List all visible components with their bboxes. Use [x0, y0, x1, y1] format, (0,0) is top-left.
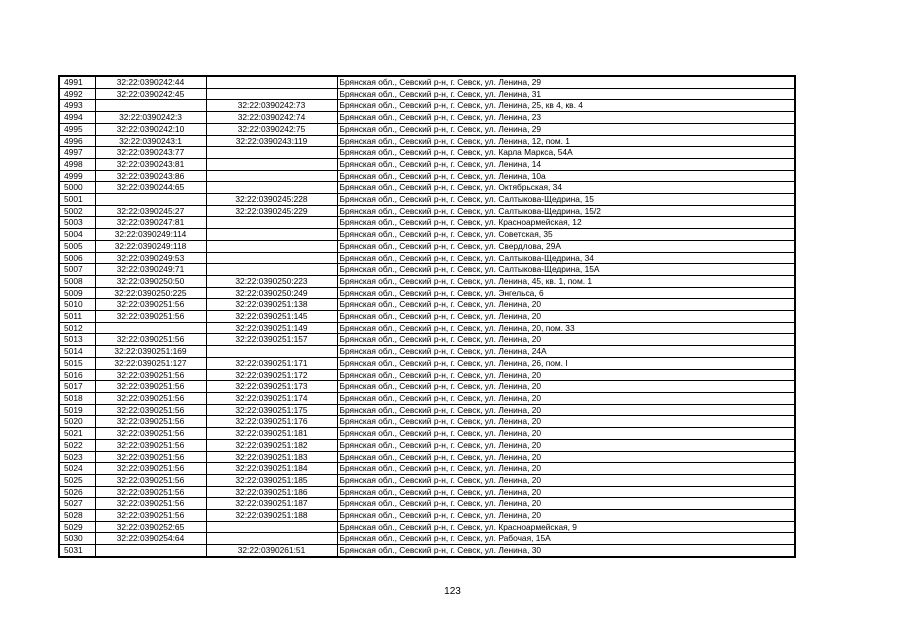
row-number-cell: 4996 — [59, 135, 95, 147]
address-cell: Брянская обл., Севский р-н, г. Севск, ул. Ленина, 20, пом. 33 — [337, 322, 795, 334]
building-cadastral-number-cell: 32:22:0390251:175 — [206, 404, 337, 416]
table-row — [59, 182, 795, 194]
land-cadastral-number-cell: 32:22:0390251:56 — [95, 498, 206, 510]
address-cell: Брянская обл., Севский р-н, г. Севск, ул. Энгельса, 6 — [337, 287, 795, 299]
row-number-cell: 5003 — [59, 217, 95, 229]
row-number-cell: 5029 — [59, 521, 95, 533]
row-number-cell: 5031 — [59, 545, 95, 557]
table-row — [59, 521, 795, 533]
land-cadastral-number-cell: 32:22:0390251:56 — [95, 439, 206, 451]
land-cadastral-number-cell — [95, 322, 206, 334]
address-cell: Брянская обл., Севский р-н, г. Севск, ул. Рабочая, 15А — [337, 533, 795, 545]
row-number-cell: 4994 — [59, 112, 95, 124]
land-cadastral-number-cell: 32:22:0390251:56 — [95, 416, 206, 428]
table-row — [59, 322, 795, 334]
building-cadastral-number-cell: 32:22:0390251:138 — [206, 299, 337, 311]
address-cell: Брянская обл., Севский р-н, г. Севск, ул. Ленина, 20 — [337, 510, 795, 522]
building-cadastral-number-cell: 32:22:0390251:188 — [206, 510, 337, 522]
land-cadastral-number-cell: 32:22:0390249:114 — [95, 229, 206, 241]
building-cadastral-number-cell — [206, 264, 337, 276]
land-cadastral-number-cell: 32:22:0390251:56 — [95, 428, 206, 440]
land-cadastral-number-cell: 32:22:0390251:56 — [95, 474, 206, 486]
building-cadastral-number-cell: 32:22:0390242:73 — [206, 100, 337, 112]
building-cadastral-number-cell — [206, 240, 337, 252]
row-number-cell: 5005 — [59, 240, 95, 252]
building-cadastral-number-cell: 32:22:0390251:157 — [206, 334, 337, 346]
table-row — [59, 428, 795, 440]
row-number-cell: 5001 — [59, 194, 95, 206]
row-number-cell: 5021 — [59, 428, 95, 440]
land-cadastral-number-cell: 32:22:0390251:56 — [95, 311, 206, 323]
table-row — [59, 170, 795, 182]
address-cell: Брянская обл., Севский р-н, г. Севск, ул. Красноармейская, 12 — [337, 217, 795, 229]
row-number-cell: 5013 — [59, 334, 95, 346]
building-cadastral-number-cell — [206, 217, 337, 229]
land-cadastral-number-cell — [95, 545, 206, 557]
address-cell: Брянская обл., Севский р-н, г. Севск, ул. Ленина, 20 — [337, 451, 795, 463]
table-row — [59, 498, 795, 510]
building-cadastral-number-cell — [206, 229, 337, 241]
address-cell: Брянская обл., Севский р-н, г. Севск, ул. Ленина, 25, кв 4, кв. 4 — [337, 100, 795, 112]
address-cell: Брянская обл., Севский р-н, г. Севск, ул. Ленина, 24А — [337, 346, 795, 358]
address-cell: Брянская обл., Севский р-н, г. Севск, ул. Ленина, 30 — [337, 545, 795, 557]
land-cadastral-number-cell: 32:22:0390254:64 — [95, 533, 206, 545]
building-cadastral-number-cell — [206, 521, 337, 533]
table-row — [59, 463, 795, 475]
land-cadastral-number-cell: 32:22:0390251:56 — [95, 404, 206, 416]
table-row — [59, 135, 795, 147]
building-cadastral-number-cell: 32:22:0390245:229 — [206, 205, 337, 217]
table-row — [59, 76, 795, 88]
row-number-cell: 5020 — [59, 416, 95, 428]
building-cadastral-number-cell: 32:22:0390251:182 — [206, 439, 337, 451]
address-cell: Брянская обл., Севский р-н, г. Севск, ул. Красноармейская, 9 — [337, 521, 795, 533]
row-number-cell: 5019 — [59, 404, 95, 416]
building-cadastral-number-cell: 32:22:0390251:149 — [206, 322, 337, 334]
row-number-cell: 5011 — [59, 311, 95, 323]
address-cell: Брянская обл., Севский р-н, г. Севск, ул. Ленина, 20 — [337, 381, 795, 393]
building-cadastral-number-cell: 32:22:0390251:185 — [206, 474, 337, 486]
row-number-cell: 4995 — [59, 123, 95, 135]
building-cadastral-number-cell: 32:22:0390251:145 — [206, 311, 337, 323]
land-cadastral-number-cell: 32:22:0390250:50 — [95, 275, 206, 287]
building-cadastral-number-cell: 32:22:0390251:173 — [206, 381, 337, 393]
building-cadastral-number-cell — [206, 147, 337, 159]
address-cell: Брянская обл., Севский р-н, г. Севск, ул. Свердлова, 29А — [337, 240, 795, 252]
address-cell: Брянская обл., Севский р-н, г. Севск, ул. Ленина, 45, кв. 1, пом. 1 — [337, 275, 795, 287]
address-cell: Брянская обл., Севский р-н, г. Севск, ул. Ленина, 20 — [337, 369, 795, 381]
address-cell: Брянская обл., Севский р-н, г. Севск, ул. Ленина, 20 — [337, 439, 795, 451]
row-number-cell: 5024 — [59, 463, 95, 475]
table-row — [59, 533, 795, 545]
table-row — [59, 474, 795, 486]
table-row — [59, 545, 795, 557]
building-cadastral-number-cell: 32:22:0390251:174 — [206, 392, 337, 404]
building-cadastral-number-cell: 32:22:0390251:171 — [206, 357, 337, 369]
row-number-cell: 5015 — [59, 357, 95, 369]
row-number-cell: 5007 — [59, 264, 95, 276]
building-cadastral-number-cell: 32:22:0390245:228 — [206, 194, 337, 206]
building-cadastral-number-cell: 32:22:0390251:186 — [206, 486, 337, 498]
table-row — [59, 123, 795, 135]
address-cell: Брянская обл., Севский р-н, г. Севск, ул. Ленина, 20 — [337, 311, 795, 323]
land-cadastral-number-cell: 32:22:0390251:127 — [95, 357, 206, 369]
land-cadastral-number-cell: 32:22:0390243:86 — [95, 170, 206, 182]
building-cadastral-number-cell: 32:22:0390250:249 — [206, 287, 337, 299]
table-row — [59, 404, 795, 416]
building-cadastral-number-cell: 32:22:0390251:183 — [206, 451, 337, 463]
building-cadastral-number-cell: 32:22:0390251:176 — [206, 416, 337, 428]
table-row — [59, 357, 795, 369]
land-cadastral-number-cell: 32:22:0390251:56 — [95, 381, 206, 393]
address-cell: Брянская обл., Севский р-н, г. Севск, ул. Салтыкова-Щедрина, 15 — [337, 194, 795, 206]
row-number-cell: 5023 — [59, 451, 95, 463]
land-cadastral-number-cell: 32:22:0390251:56 — [95, 369, 206, 381]
address-cell: Брянская обл., Севский р-н, г. Севск, ул. Ленина, 10а — [337, 170, 795, 182]
registry-table-body — [59, 76, 795, 557]
address-cell: Брянская обл., Севский р-н, г. Севск, ул. Ленина, 20 — [337, 299, 795, 311]
address-cell: Брянская обл., Севский р-н, г. Севск, ул. Ленина, 20 — [337, 334, 795, 346]
address-cell: Брянская обл., Севский р-н, г. Севск, ул. Салтыкова-Щедрина, 15А — [337, 264, 795, 276]
building-cadastral-number-cell: 32:22:0390243:119 — [206, 135, 337, 147]
land-cadastral-number-cell: 32:22:0390249:118 — [95, 240, 206, 252]
row-number-cell: 4992 — [59, 88, 95, 100]
building-cadastral-number-cell — [206, 158, 337, 170]
table-row — [59, 252, 795, 264]
row-number-cell: 5008 — [59, 275, 95, 287]
table-row — [59, 264, 795, 276]
row-number-cell: 5027 — [59, 498, 95, 510]
row-number-cell: 5016 — [59, 369, 95, 381]
row-number-cell: 5022 — [59, 439, 95, 451]
building-cadastral-number-cell — [206, 533, 337, 545]
table-row — [59, 158, 795, 170]
row-number-cell: 4999 — [59, 170, 95, 182]
land-cadastral-number-cell: 32:22:0390242:45 — [95, 88, 206, 100]
row-number-cell: 5018 — [59, 392, 95, 404]
address-cell: Брянская обл., Севский р-н, г. Севск, ул. Салтыкова-Щедрина, 15/2 — [337, 205, 795, 217]
table-row — [59, 240, 795, 252]
building-cadastral-number-cell — [206, 170, 337, 182]
row-number-cell: 5010 — [59, 299, 95, 311]
address-cell: Брянская обл., Севский р-н, г. Севск, ул. Ленина, 20 — [337, 474, 795, 486]
table-row — [59, 275, 795, 287]
table-row — [59, 334, 795, 346]
building-cadastral-number-cell: 32:22:0390251:172 — [206, 369, 337, 381]
land-cadastral-number-cell — [95, 194, 206, 206]
table-row — [59, 299, 795, 311]
row-number-cell: 5028 — [59, 510, 95, 522]
table-row — [59, 287, 795, 299]
address-cell: Брянская обл., Севский р-н, г. Севск, ул. Ленина, 12, пом. 1 — [337, 135, 795, 147]
land-cadastral-number-cell: 32:22:0390251:56 — [95, 334, 206, 346]
row-number-cell: 5025 — [59, 474, 95, 486]
address-cell: Брянская обл., Севский р-н, г. Севск, ул. Ленина, 20 — [337, 486, 795, 498]
land-cadastral-number-cell: 32:22:0390251:56 — [95, 486, 206, 498]
page-number: 123 — [444, 586, 461, 597]
land-cadastral-number-cell: 32:22:0390245:27 — [95, 205, 206, 217]
building-cadastral-number-cell: 32:22:0390261:51 — [206, 545, 337, 557]
building-cadastral-number-cell: 32:22:0390251:187 — [206, 498, 337, 510]
table-row — [59, 100, 795, 112]
building-cadastral-number-cell — [206, 346, 337, 358]
table-row — [59, 346, 795, 358]
land-cadastral-number-cell: 32:22:0390242:44 — [95, 76, 206, 88]
land-cadastral-number-cell: 32:22:0390242:10 — [95, 123, 206, 135]
land-cadastral-number-cell: 32:22:0390251:56 — [95, 299, 206, 311]
row-number-cell: 4991 — [59, 76, 95, 88]
building-cadastral-number-cell: 32:22:0390251:184 — [206, 463, 337, 475]
land-cadastral-number-cell: 32:22:0390247:81 — [95, 217, 206, 229]
land-cadastral-number-cell: 32:22:0390244:65 — [95, 182, 206, 194]
building-cadastral-number-cell — [206, 182, 337, 194]
row-number-cell: 5006 — [59, 252, 95, 264]
land-cadastral-number-cell: 32:22:0390249:53 — [95, 252, 206, 264]
row-number-cell: 5012 — [59, 322, 95, 334]
table-row — [59, 311, 795, 323]
table-row — [59, 486, 795, 498]
address-cell: Брянская обл., Севский р-н, г. Севск, ул. Советская, 35 — [337, 229, 795, 241]
building-cadastral-number-cell — [206, 88, 337, 100]
land-cadastral-number-cell: 32:22:0390250:225 — [95, 287, 206, 299]
address-cell: Брянская обл., Севский р-н, г. Севск, ул. Ленина, 20 — [337, 392, 795, 404]
registry-table — [58, 75, 796, 558]
table-row — [59, 381, 795, 393]
land-cadastral-number-cell: 32:22:0390251:169 — [95, 346, 206, 358]
land-cadastral-number-cell: 32:22:0390251:56 — [95, 463, 206, 475]
table-row — [59, 112, 795, 124]
table-row — [59, 416, 795, 428]
address-cell: Брянская обл., Севский р-н, г. Севск, ул. Ленина, 26, пом. I — [337, 357, 795, 369]
address-cell: Брянская обл., Севский р-н, г. Севск, ул. Ленина, 20 — [337, 404, 795, 416]
land-cadastral-number-cell: 32:22:0390251:56 — [95, 510, 206, 522]
row-number-cell: 4997 — [59, 147, 95, 159]
building-cadastral-number-cell: 32:22:0390250:223 — [206, 275, 337, 287]
row-number-cell: 5004 — [59, 229, 95, 241]
table-row — [59, 510, 795, 522]
address-cell: Брянская обл., Севский р-н, г. Севск, ул. Ленина, 20 — [337, 463, 795, 475]
table-row — [59, 217, 795, 229]
row-number-cell: 5017 — [59, 381, 95, 393]
address-cell: Брянская обл., Севский р-н, г. Севск, ул. Октябрьская, 34 — [337, 182, 795, 194]
land-cadastral-number-cell: 32:22:0390249:71 — [95, 264, 206, 276]
table-row — [59, 205, 795, 217]
address-cell: Брянская обл., Севский р-н, г. Севск, ул. Ленина, 20 — [337, 428, 795, 440]
address-cell: Брянская обл., Севский р-н, г. Севск, ул. Ленина, 20 — [337, 498, 795, 510]
address-cell: Брянская обл., Севский р-н, г. Севск, ул. Салтыкова-Щедрина, 34 — [337, 252, 795, 264]
land-cadastral-number-cell: 32:22:0390243:81 — [95, 158, 206, 170]
table-row — [59, 88, 795, 100]
land-cadastral-number-cell: 32:22:0390251:56 — [95, 451, 206, 463]
address-cell: Брянская обл., Севский р-н, г. Севск, ул. Ленина, 14 — [337, 158, 795, 170]
row-number-cell: 5014 — [59, 346, 95, 358]
building-cadastral-number-cell: 32:22:0390242:75 — [206, 123, 337, 135]
address-cell: Брянская обл., Севский р-н, г. Севск, ул. Ленина, 29 — [337, 76, 795, 88]
address-cell: Брянская обл., Севский р-н, г. Севск, ул. Ленина, 31 — [337, 88, 795, 100]
table-row — [59, 194, 795, 206]
row-number-cell: 4998 — [59, 158, 95, 170]
land-cadastral-number-cell: 32:22:0390243:1 — [95, 135, 206, 147]
row-number-cell: 5030 — [59, 533, 95, 545]
land-cadastral-number-cell: 32:22:0390252:65 — [95, 521, 206, 533]
building-cadastral-number-cell: 32:22:0390251:181 — [206, 428, 337, 440]
row-number-cell: 5002 — [59, 205, 95, 217]
table-row — [59, 369, 795, 381]
land-cadastral-number-cell: 32:22:0390251:56 — [95, 392, 206, 404]
row-number-cell: 5009 — [59, 287, 95, 299]
address-cell: Брянская обл., Севский р-н, г. Севск, ул. Ленина, 20 — [337, 416, 795, 428]
address-cell: Брянская обл., Севский р-н, г. Севск, ул. Ленина, 29 — [337, 123, 795, 135]
land-cadastral-number-cell — [95, 100, 206, 112]
address-cell: Брянская обл., Севский р-н, г. Севск, ул. Ленина, 23 — [337, 112, 795, 124]
table-row — [59, 392, 795, 404]
table-row — [59, 451, 795, 463]
land-cadastral-number-cell: 32:22:0390242:3 — [95, 112, 206, 124]
building-cadastral-number-cell — [206, 252, 337, 264]
row-number-cell: 5026 — [59, 486, 95, 498]
table-row — [59, 147, 795, 159]
row-number-cell: 4993 — [59, 100, 95, 112]
table-row — [59, 439, 795, 451]
address-cell: Брянская обл., Севский р-н, г. Севск, ул. Карла Маркса, 54А — [337, 147, 795, 159]
row-number-cell: 5000 — [59, 182, 95, 194]
building-cadastral-number-cell — [206, 76, 337, 88]
land-cadastral-number-cell: 32:22:0390243:77 — [95, 147, 206, 159]
building-cadastral-number-cell: 32:22:0390242:74 — [206, 112, 337, 124]
table-row — [59, 229, 795, 241]
